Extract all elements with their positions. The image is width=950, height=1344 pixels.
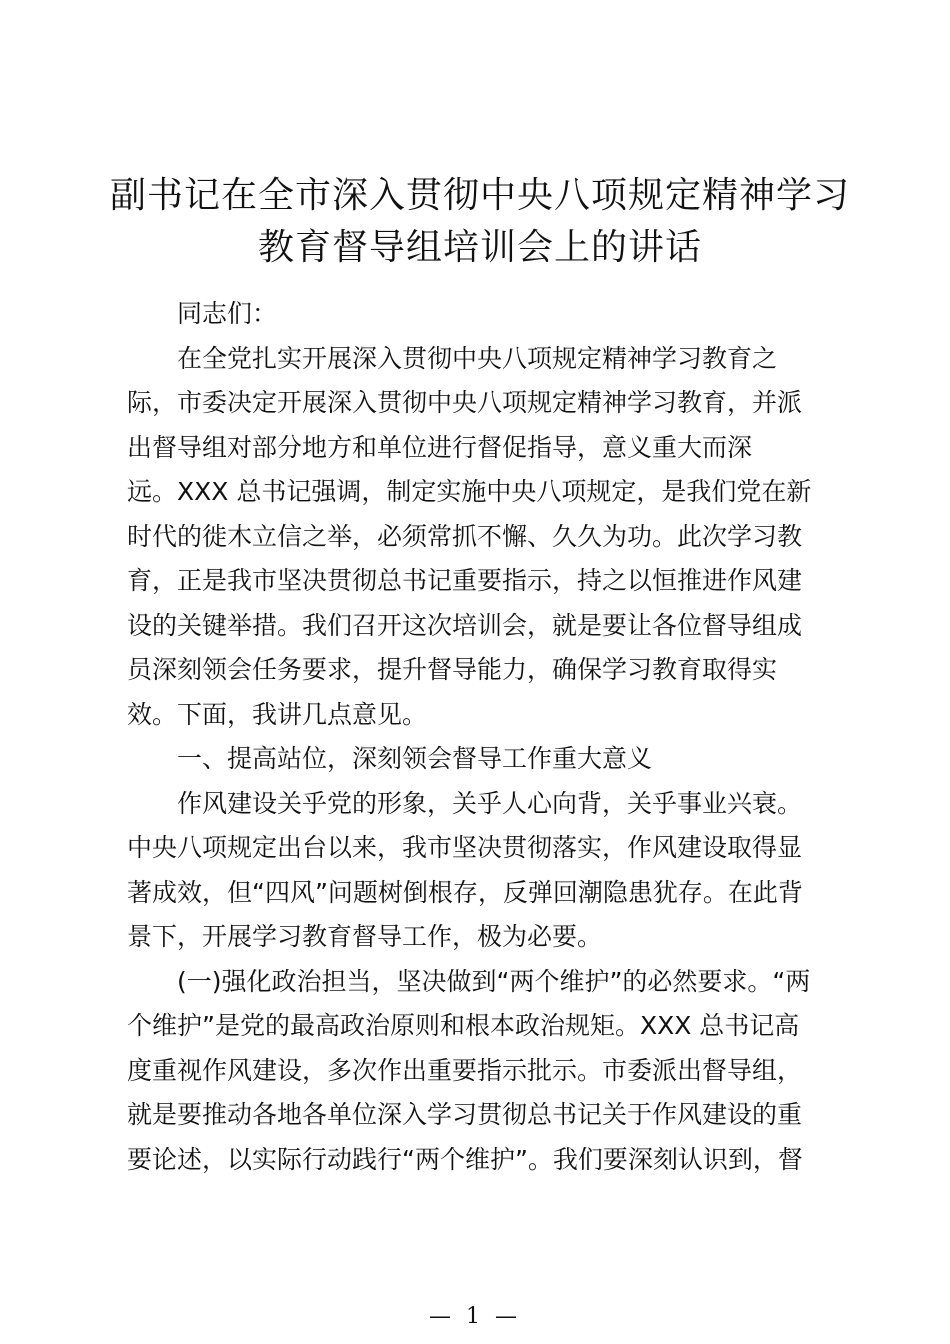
title-line: 副书记在全市深入贯彻中央八项规定精神学习 — [110, 175, 851, 216]
body-line: 时代的徙木立信之举，必须常抓不懈、久久为功。此次学习教 — [127, 521, 803, 551]
body-line: 景下，开展学习教育督导工作，极为必要。 — [127, 922, 603, 951]
body-line: 员深刻领会任务要求，提升督导能力，确保学习教育取得实 — [127, 655, 778, 684]
body-line: 在全党扎实开展深入贯彻中央八项规定精神学习教育之 — [177, 343, 778, 373]
body-line: 作风建设关乎党的形象，关乎人心向背，关乎事业兴衰。 — [177, 788, 803, 818]
body-line: 效。下面，我讲几点意见。 — [127, 699, 428, 729]
body-line: 远。XXX 总书记强调，制定实施中央八项规定，是我们党在新 — [127, 477, 812, 506]
body-line: (一)强化政治担当，坚决做到“两个维护”的必然要求。“两 — [177, 966, 811, 996]
body-line: 要论述，以实际行动践行“两个维护”。我们要深刻认识到，督 — [127, 1144, 803, 1174]
title-line: 教育督导组培训会上的讲话 — [257, 227, 702, 268]
body-line: 设的关键举措。我们召开这次培训会，就是要让各位督导组成 — [127, 610, 803, 640]
body-line: 著成效，但“四风”问题树倒根存，反弹回潮隐患犹存。在此背 — [127, 877, 803, 907]
body-line: 中央八项规定出台以来，我市坚决贯彻落实，作风建设取得显 — [127, 833, 803, 862]
body-line: 际，市委决定开展深入贯彻中央八项规定精神学习教育，并派 — [127, 388, 803, 417]
page-number: — 1 — — [429, 1304, 521, 1329]
document-body — [127, 292, 827, 1182]
body-line: 就是要推动各地各单位深入学习贯彻总书记关于作风建设的重 — [127, 1100, 803, 1129]
body-line: 度重视作风建设，多次作出重要指示批示。市委派出督导组， — [127, 1055, 803, 1085]
body-line: 出督导组对部分地方和单位进行督促指导，意义重大而深 — [127, 432, 753, 462]
document-title — [110, 170, 850, 274]
body-line: 育，正是我市坚决贯彻总书记重要指示，持之以恒推进作风建 — [127, 566, 803, 595]
body-line: 一、提高站位，深刻领会督导工作重大意义 — [177, 744, 653, 773]
body-line: 个维护”是党的最高政治原则和根本政治规矩。XXX 总书记高 — [127, 1011, 800, 1040]
body-line: 同志们： — [177, 299, 278, 328]
